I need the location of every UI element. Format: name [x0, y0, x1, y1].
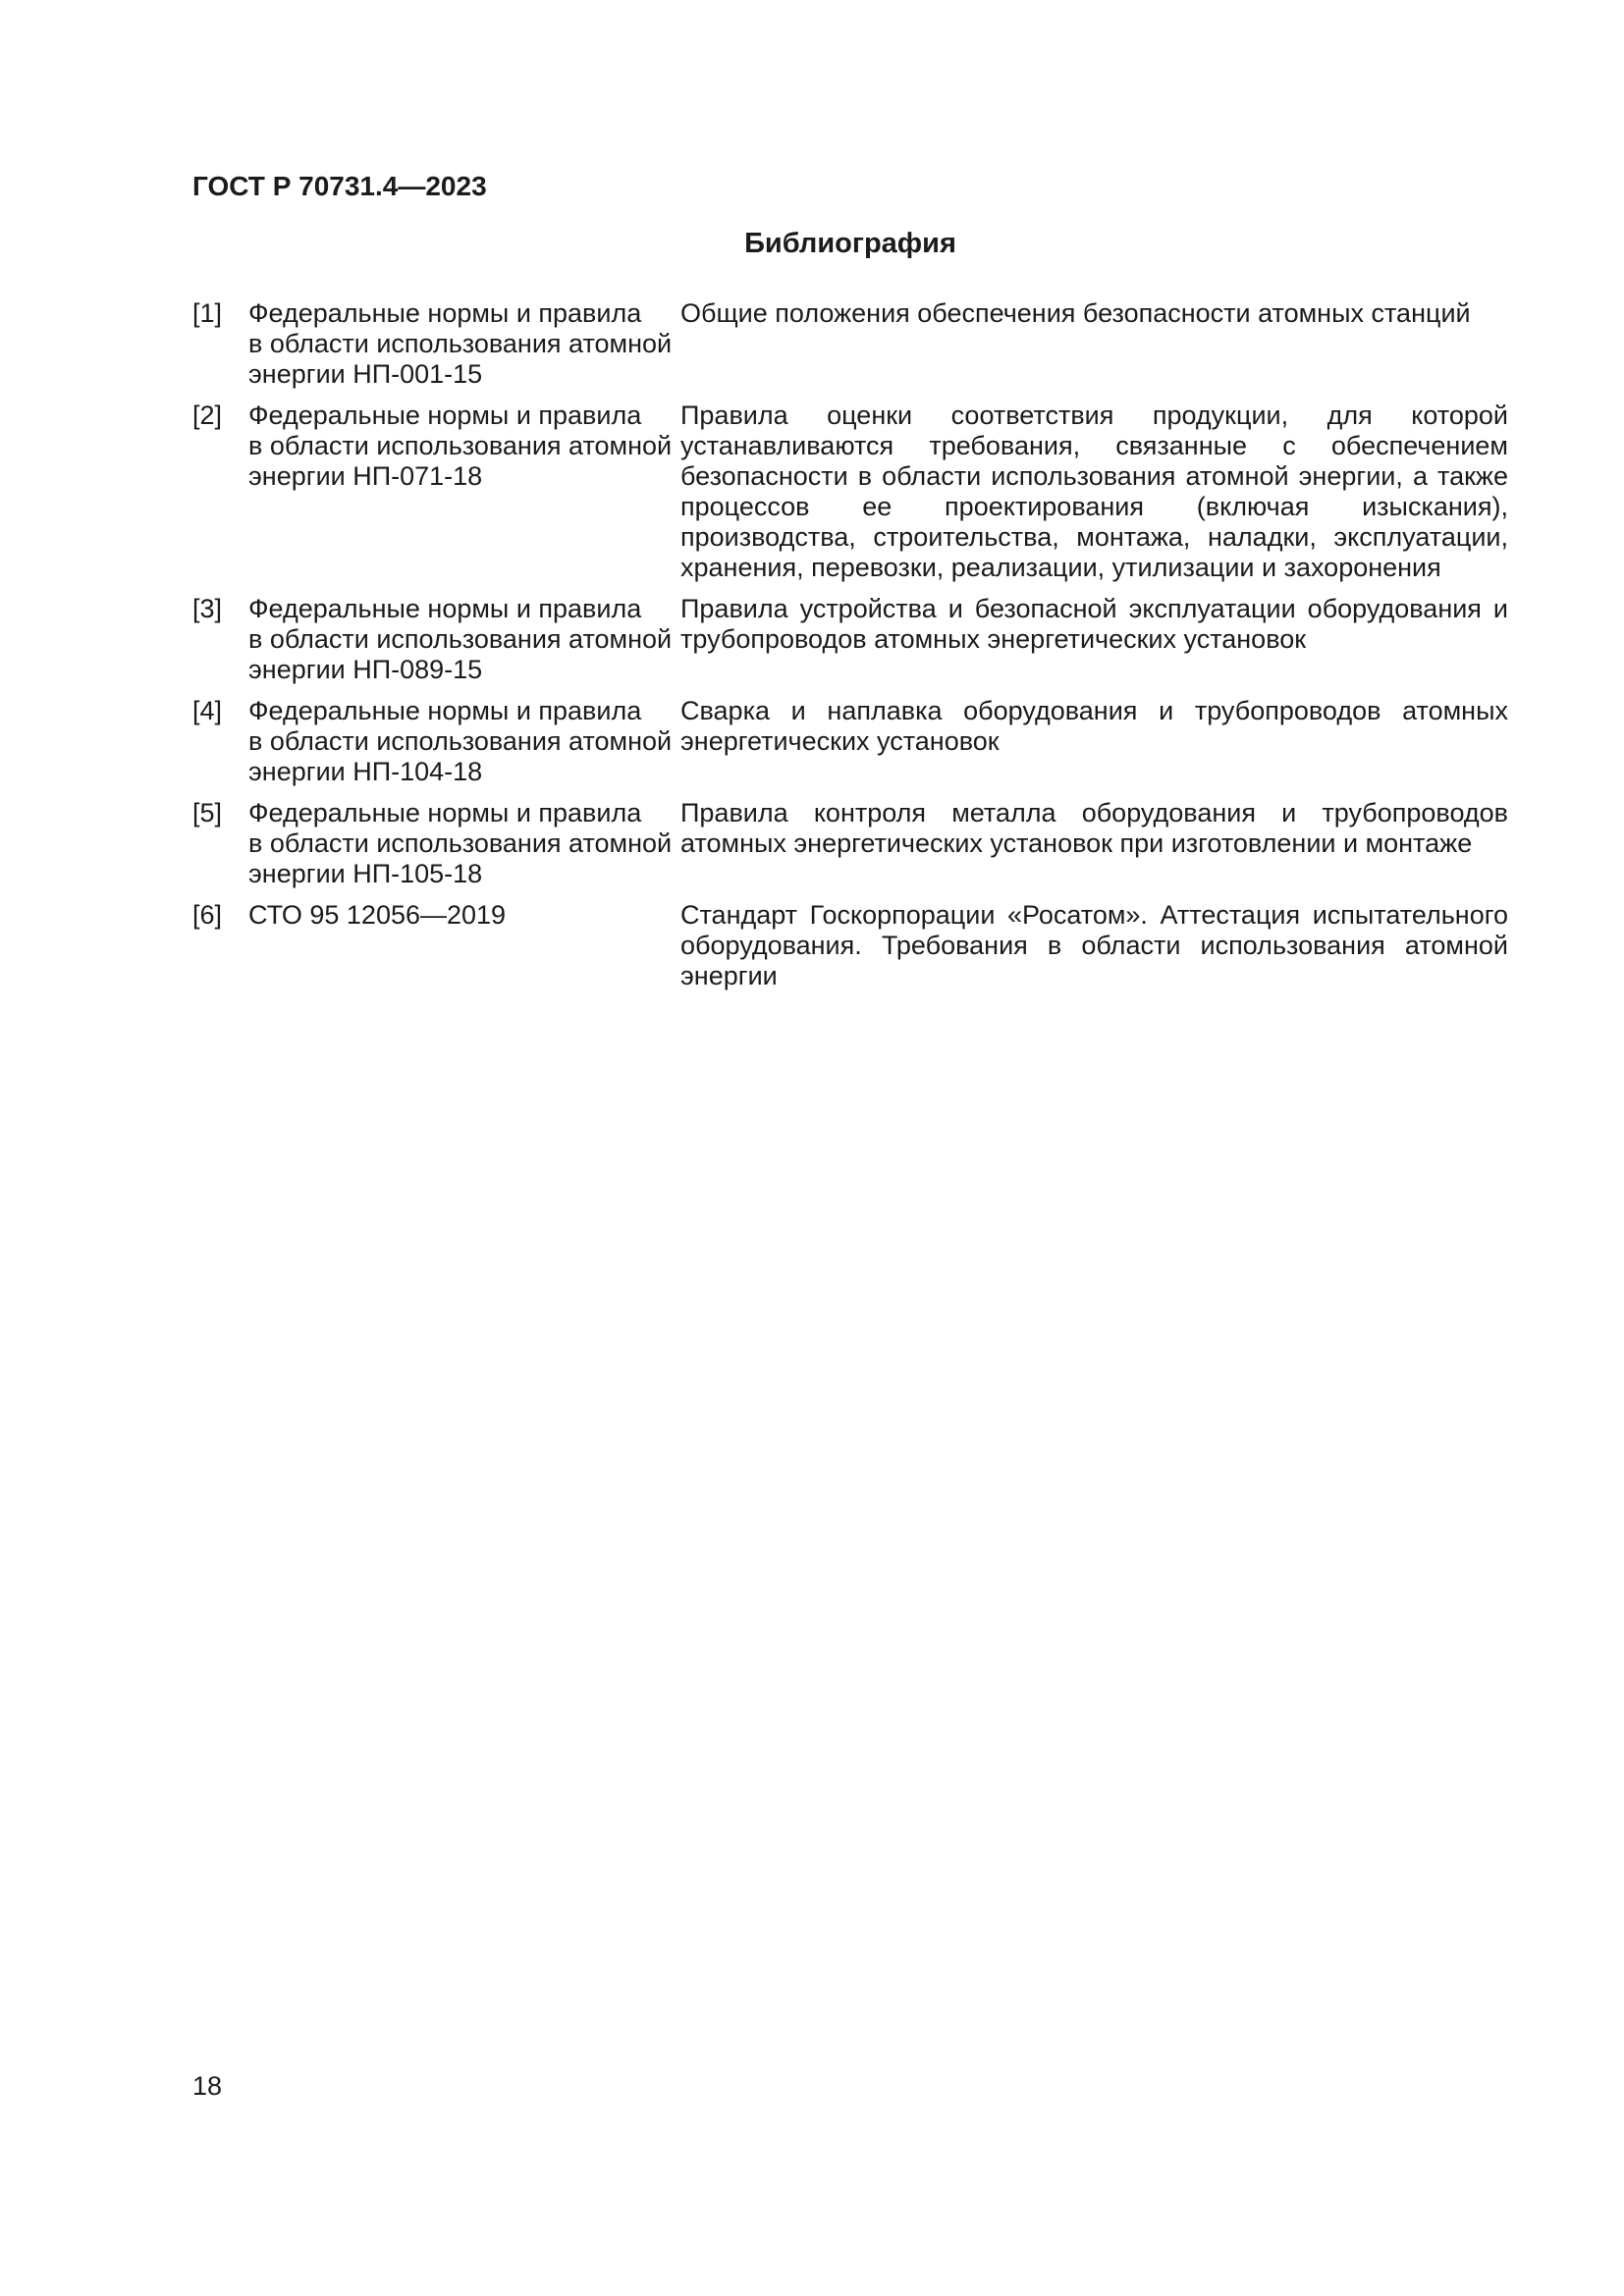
- bibliography-entry: [192, 696, 1508, 787]
- entry-reference-line: СТО 95 12056—2019: [248, 900, 507, 930]
- entry-reference-line: в области использования атомной: [248, 624, 673, 654]
- entry-reference: [248, 400, 680, 492]
- entry-reference-line: энергии НП-001-15: [248, 359, 483, 389]
- entry-reference: [248, 798, 680, 889]
- entry-reference-line: в области использования атомной: [248, 329, 673, 358]
- entry-reference: [248, 900, 680, 931]
- entry-number: [6]: [192, 900, 223, 930]
- entry-reference-line: Федеральные нормы и правила: [248, 400, 642, 430]
- document-code: ГОСТ Р 70731.4—2023: [192, 171, 487, 201]
- entry-reference-line: энергии НП-104-18: [248, 757, 483, 786]
- entry-reference-line: Федеральные нормы и правила: [248, 798, 642, 828]
- entry-reference-line: Федеральные нормы и правила: [248, 594, 642, 623]
- page-number: 18: [192, 2071, 223, 2101]
- entry-number: [5]: [192, 798, 223, 828]
- bibliography-list: [192, 298, 1508, 991]
- entry-description: Стандарт Госкорпорации «Росатом». Аттестация испытательного оборудования. Требования в области использования атомной энергии: [680, 900, 1508, 990]
- entry-reference: [248, 696, 680, 787]
- entry-number: [1]: [192, 298, 223, 328]
- entry-description: Правила контроля металла оборудования и трубопроводов атомных энергетических установок при изготовлении и монтаже: [680, 798, 1508, 858]
- entry-reference-line: энергии НП-071-18: [248, 461, 483, 491]
- entry-number: [2]: [192, 400, 223, 430]
- entry-reference-line: энергии НП-089-15: [248, 655, 483, 684]
- entry-reference-line: в области использования атомной: [248, 726, 673, 756]
- entry-reference-line: энергии НП-105-18: [248, 859, 483, 888]
- entry-description: Правила устройства и безопасной эксплуатации оборудования и трубопроводов атомных энергетических установок: [680, 594, 1508, 654]
- bibliography-entry: [192, 900, 1508, 991]
- entry-description: Правила оценки соответствия продукции, для которой устанавливаются требования, связанные с обеспечением безопасности в области использования атомной энергии, а также процессов ее проектирования (включая изыскания), производства, строительства, монтажа, наладки, эксплуатации, хранения, перевозки, реализации, утилизации и захоронения: [680, 400, 1508, 582]
- entry-description: Сварка и наплавка оборудования и трубопроводов атомных энергетических установок: [680, 696, 1508, 756]
- page-content: [0, 0, 1624, 991]
- entry-reference-line: Федеральные нормы и правила: [248, 696, 642, 725]
- page-title: Библиография: [744, 228, 956, 259]
- entry-reference: [248, 298, 680, 390]
- bibliography-entry: [192, 798, 1508, 889]
- entry-number: [3]: [192, 594, 223, 623]
- bibliography-entry: [192, 298, 1508, 390]
- entry-reference: [248, 594, 680, 685]
- entry-reference-line: в области использования атомной: [248, 828, 673, 858]
- entry-reference-line: в области использования атомной: [248, 431, 673, 460]
- entry-reference-line: Федеральные нормы и правила: [248, 298, 642, 328]
- bibliography-entry: [192, 400, 1508, 583]
- bibliography-entry: [192, 594, 1508, 685]
- entry-number: [4]: [192, 696, 223, 725]
- entry-description: Общие положения обеспечения безопасности атомных станций: [680, 298, 1471, 328]
